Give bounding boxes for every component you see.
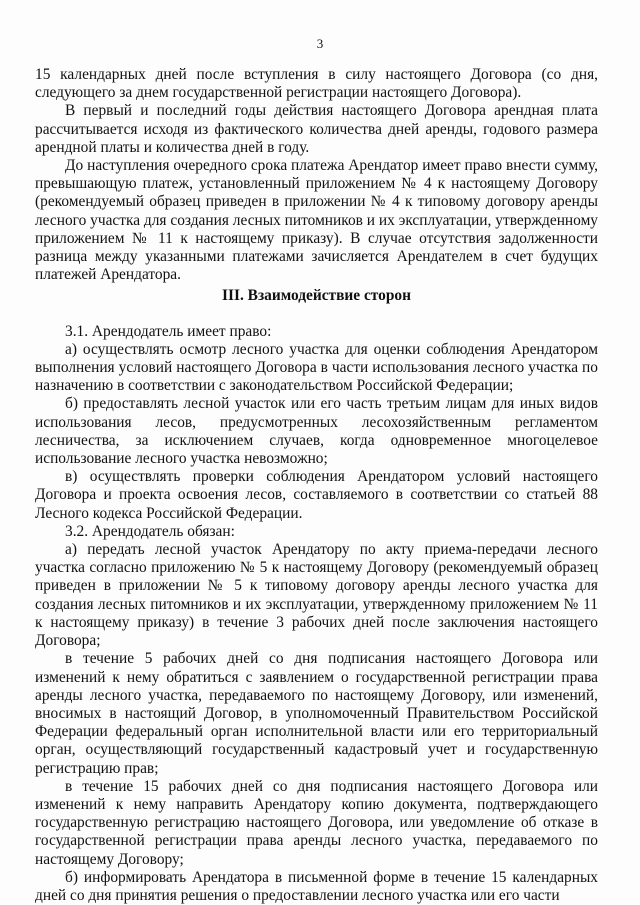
- paragraph: б) предоставлять лесной участок или его часть третьим лицам для иных видов использования лесов, предусмотренных лесохозяйственным регламентом лесничества, за исключением случаев, когда одновременное многоцелевое использование лесного участка невозможно;: [35, 395, 598, 468]
- paragraph: В первый и последний годы действия настоящего Договора арендная плата рассчитывается исходя из фактического количества дней аренды, годового размера арендной платы и количества дней в году.: [35, 102, 598, 156]
- clause-3-2-heading: 3.2. Арендодатель обязан:: [65, 522, 235, 540]
- page-number: 3: [316, 36, 324, 51]
- paragraph: в течение 15 рабочих дней со дня подписания настоящего Договора или изменений к нему направить Арендатору копию документа, подтверждающего государственную регистрацию настоящего Договора, или уведомление об отказе в государственной регистрации права аренды лесного участка, передаваемого по настоящему Договору;: [35, 777, 598, 868]
- paragraph: б) информировать Арендатора в письменной форме в течение 15 календарных дней со дня принятия решения о предоставлении лесного участка или его части: [35, 868, 598, 904]
- paragraph: в) осуществлять проверки соблюдения Арендатором условий настоящего Договора и проекта освоения лесов, составляемого в соответствии со статьей 88 Лесного кодекса Российской Федерации.: [35, 468, 598, 522]
- paragraph: а) осуществлять осмотр лесного участка для оценки соблюдения Арендатором выполнения условий настоящего Договора в части использования лесного участка по назначению в соответствии с законодательством Российской Федерации;: [35, 340, 598, 395]
- document-body: [35, 66, 598, 905]
- paragraph: в течение 5 рабочих дней со дня подписания настоящего Договора или изменений к нему обратиться с заявлением о государственной регистрации права аренды лесного участка, передаваемого по настоящему Договору, или изменений, вносимых в настоящий Договор, в уполномоченный Правительством Российской Федерации федеральный орган исполнительной власти или его территориальный орган, осуществляющий государственный кадастровый учет и государственную регистрацию прав;: [35, 650, 598, 777]
- section-title: III. Взаимодействие сторон: [222, 287, 411, 305]
- paragraph: До наступления очередного срока платежа Арендатор имеет право внести сумму, превышающую платеж, установленный приложением № 4 к настоящему Договору (рекомендуемый образец приведен в приложении № 4 к типовому договору аренды лесного участка для создания лесных питомников и их эксплуатации, утвержденному приложением № 11 к настоящему приказу). В случае отсутствия задолженности разница между указанными платежами зачисляется Арендателем в счет будущих платежей Арендатора.: [35, 157, 598, 284]
- paragraph: а) передать лесной участок Арендатору по акту приема-передачи лесного участка согласно приложению № 5 к настоящему Договору (рекомендуемый образец приведен в приложении № 5 к типовому договору аренды лесного участка для создания лесных питомников и их эксплуатации, утвержденному приложением № 11 к настоящему приказу) в течение 3 рабочих дней после заключения настоящего Договора;: [35, 541, 598, 650]
- clause-3-1-heading: 3.1. Арендодатель имеет право:: [65, 322, 272, 340]
- paragraph: 15 календарных дней после вступления в силу настоящего Договора (со дня, следующего за днем государственной регистрации настоящего Договора).: [35, 66, 598, 102]
